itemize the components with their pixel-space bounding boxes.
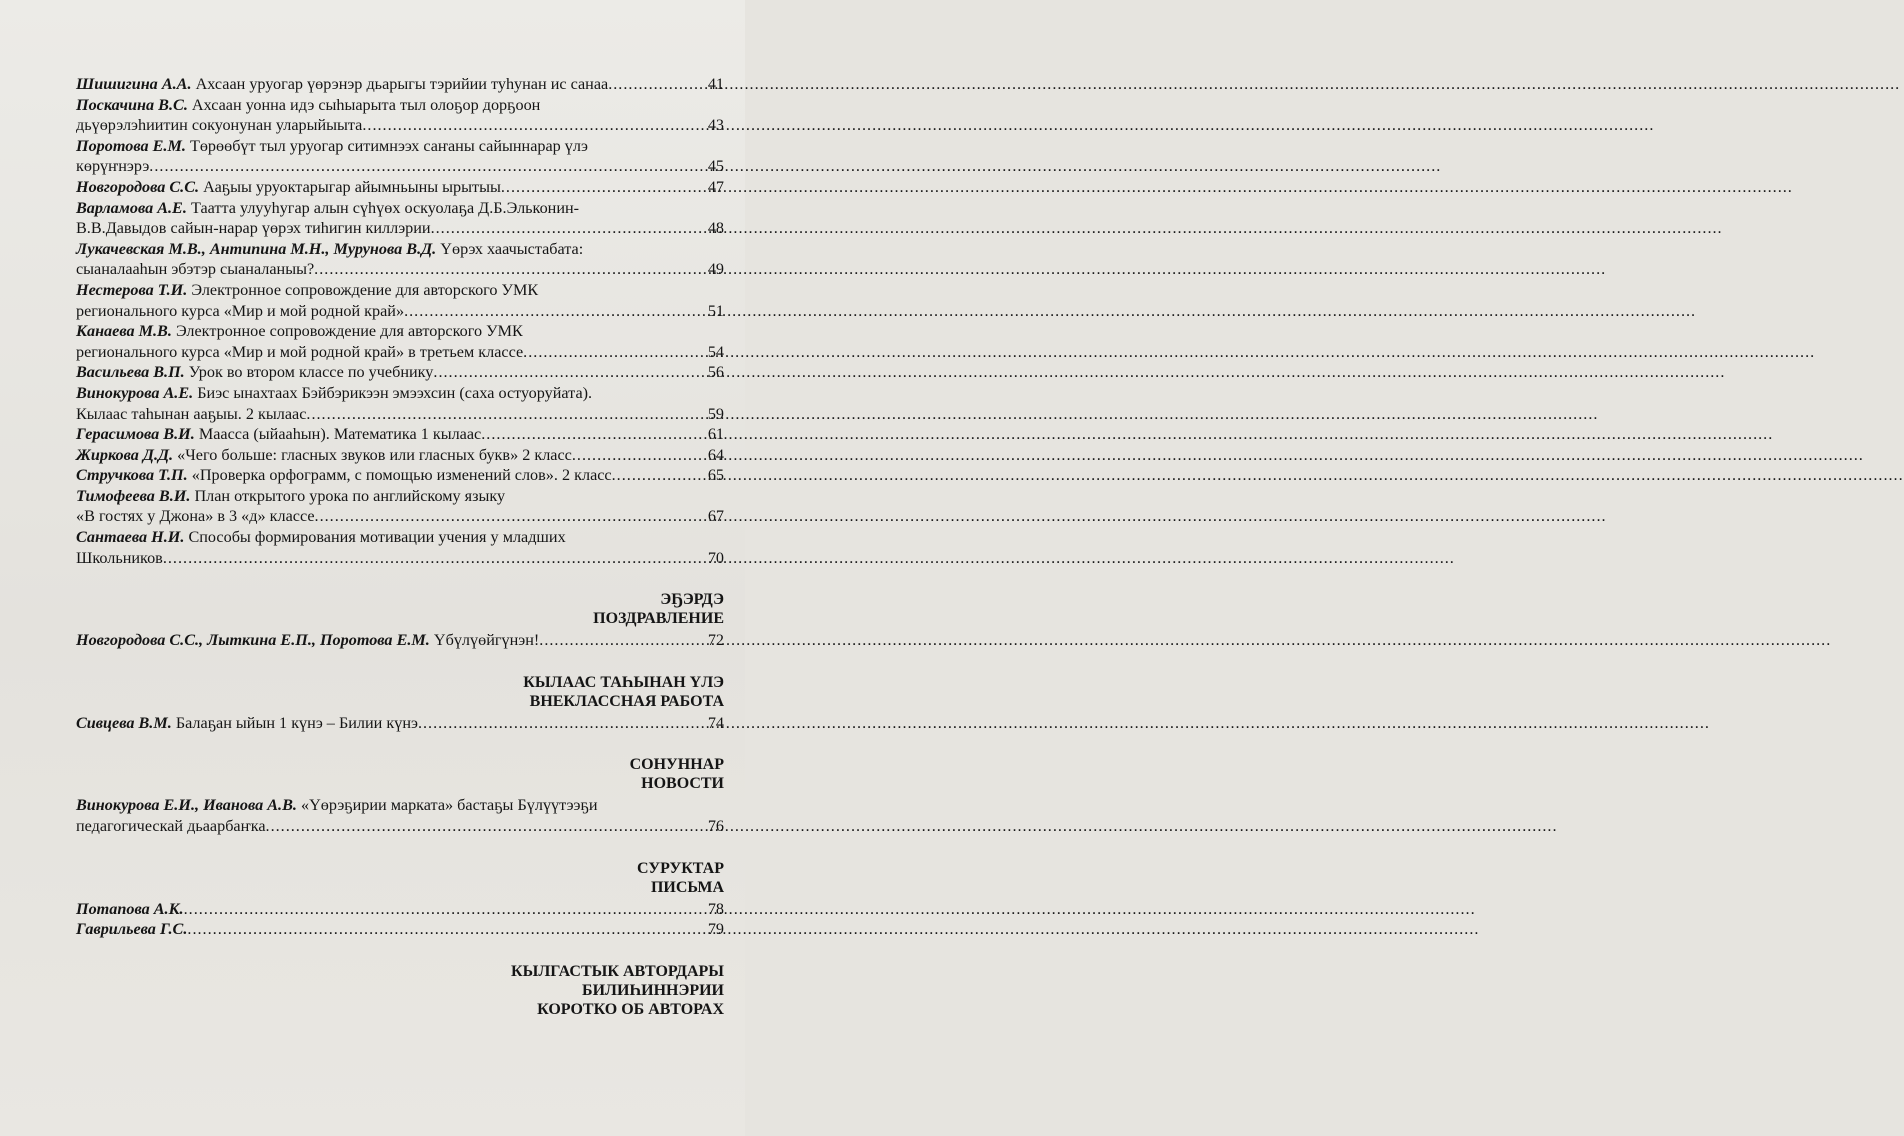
toc-entry: [76, 795, 724, 836]
toc-entry-text-wrap: [76, 177, 501, 198]
toc-page-number: 43: [707, 116, 724, 135]
toc-entry: [76, 177, 724, 198]
toc-entry-title: Маасса (ыйааһын). Математика 1 кылаас: [198, 425, 482, 444]
toc-entry-line: [76, 136, 724, 157]
toc-entry-line: [76, 630, 724, 651]
toc-entry: [76, 74, 724, 95]
toc-entry-author: Винокурова А.Е.: [76, 383, 194, 402]
toc-page-number: 74: [707, 713, 724, 732]
toc-leader-dots: [315, 506, 706, 527]
toc-entry: [76, 919, 724, 940]
toc-entry-line: [76, 218, 724, 239]
section-title-ru: НОВОСТИ: [641, 775, 724, 793]
toc-entry-line: [76, 445, 724, 466]
toc-page-number: 48: [707, 219, 724, 238]
toc-entry-title: Электронное сопровождение для авторского УМК: [175, 322, 523, 341]
toc-entry-line: [76, 239, 724, 260]
toc-entry-title: сыаналааһын эбэтэр сыаналаныы?: [76, 260, 315, 279]
toc-entry-line: [76, 424, 724, 445]
toc-page-number: 54: [707, 342, 724, 361]
toc-entry-author: Потапова А.К.: [76, 899, 184, 918]
toc-entry-text-wrap: [76, 96, 540, 114]
toc-entry-line: [76, 486, 724, 507]
toc-entry-title: Ахсаан уонна идэ сыһыарыта тыл олоҕор дорҕоон: [191, 95, 541, 114]
toc-entry-author: Канаева М.В.: [76, 322, 172, 341]
toc-entry-line: [76, 465, 724, 486]
toc-leader-dots: [431, 218, 706, 239]
toc-entry-text-wrap: [76, 156, 149, 177]
section-heading: [76, 755, 724, 793]
section-title-sakha: СУРУКТАР: [636, 859, 724, 877]
toc-leader-dots: [433, 362, 705, 383]
toc-entry-text-wrap: [76, 384, 592, 402]
toc-entry-line: [76, 198, 724, 219]
toc-entry-text-wrap: [76, 816, 266, 837]
toc-entry-title: Биэс ынахтаах Бэйбэрикээн эмээхсин (саха остуоруйата).: [197, 383, 593, 402]
toc-entry-text-wrap: [76, 506, 315, 527]
toc-entry-title: регионального курса «Мир и мой родной край»: [76, 301, 405, 320]
toc-entry-line: [76, 342, 724, 363]
toc-entry-author: Варламова А.Е.: [76, 198, 187, 217]
section-title-ru: ПИСЬМА: [650, 878, 724, 896]
section-title-sakha: СОНУННАР: [629, 756, 724, 774]
toc-entry: [76, 95, 724, 136]
toc-entry-text-wrap: [76, 342, 523, 363]
section-heading: [76, 962, 724, 1019]
toc-entry-line: [76, 156, 724, 177]
toc-entry-author: Гаврильева Г.С.: [76, 920, 188, 939]
toc-entry-title: Урок во втором классе по учебнику: [188, 363, 434, 382]
toc-entry-line: [76, 74, 724, 95]
section-title-sakha: КЫЛГАСТЫК АВТОРДАРЫ: [511, 962, 724, 980]
toc-entry-author: Стручкова Т.П.: [76, 466, 188, 485]
toc-entry: [76, 321, 724, 362]
toc-entry-line: [76, 506, 724, 527]
toc-leader-dots: [314, 259, 706, 280]
toc-entry-line: [76, 115, 724, 136]
toc-entry-author: Новгородова С.С.: [76, 177, 200, 196]
toc-entry-text-wrap: [76, 362, 433, 383]
toc-entry: [76, 486, 724, 527]
toc-entry: [76, 383, 724, 424]
toc-page-number: 47: [707, 177, 724, 196]
toc-leader-dots: [149, 156, 706, 177]
toc-entry-title: Школьников: [76, 548, 163, 567]
toc-leader-dots: [481, 424, 706, 445]
section-title-ru: КОРОТКО ОБ АВТОРАХ: [537, 1000, 724, 1018]
toc-entry-author: Шишигина А.А.: [76, 75, 192, 93]
toc-leader-dots: [418, 713, 706, 734]
toc-entry-text-wrap: [76, 796, 598, 814]
toc-entry-text-wrap: [76, 404, 306, 425]
toc-entry-text-wrap: [76, 137, 588, 155]
toc-entry-text-wrap: [76, 424, 481, 445]
toc-entry-line: [76, 280, 724, 301]
toc-entry-text-wrap: [76, 528, 566, 546]
section-title-sakha: ЭҔЭРДЭ: [660, 591, 724, 609]
section-title-ru: ПОЗДРАВЛЕНИЕ: [593, 610, 724, 628]
toc-entry: [76, 713, 724, 734]
toc-entry-text-wrap: [76, 465, 612, 486]
toc-leader-dots: [163, 548, 706, 569]
toc-page-number: 59: [707, 404, 724, 423]
toc-entry-author: Поскачина В.С.: [76, 95, 188, 114]
toc-entry-text-wrap: [76, 713, 418, 734]
toc-entry-title: Кылаас таһынан ааҕыы. 2 кылаас: [76, 404, 307, 423]
toc-entry-line: [76, 713, 724, 734]
toc-entry-text-wrap: [76, 899, 184, 920]
toc-entry-title: көрүҥнэрэ: [76, 157, 150, 176]
toc-leader-dots: [612, 465, 706, 486]
toc-entry-line: [76, 899, 724, 920]
toc-entry-text-wrap: [76, 548, 163, 569]
toc-entry: [76, 445, 724, 466]
toc-entry: [76, 362, 724, 383]
toc-page-number: 49: [707, 260, 724, 279]
toc-entry: [76, 527, 724, 568]
toc-entry-line: [76, 177, 724, 198]
toc-entry: [76, 136, 724, 177]
page: [0, 0, 745, 1136]
toc-entry: [76, 239, 724, 280]
toc-entry-author: Тимофеева В.И.: [76, 486, 191, 505]
toc-entry-text-wrap: [76, 919, 187, 940]
toc-entry-author: Винокурова Е.И., Иванова А.В.: [76, 796, 297, 815]
toc-entry-line: [76, 259, 724, 280]
toc-page-number: 78: [707, 899, 724, 918]
toc-entry: [76, 280, 724, 321]
toc-entry-text-wrap: [76, 487, 505, 505]
toc-leader-dots: [501, 177, 706, 198]
toc-entry-title: «Үөрэҕирии марката» бастаҕы Бүлүүтээҕи: [300, 796, 598, 815]
section-heading: [76, 859, 724, 897]
toc-entry-text-wrap: [76, 74, 608, 95]
toc-entry-title: Ааҕыы уруоктарыгар айымньыны ырытыы: [203, 177, 501, 196]
toc-entry-text-wrap: [76, 445, 572, 466]
toc-entry-text-wrap: [76, 281, 538, 299]
toc-page-number: 79: [707, 920, 724, 939]
section-title-ru: ВНЕКЛАССНАЯ РАБОТА: [529, 692, 724, 710]
toc-entry-author: Сивцева В.М.: [76, 713, 172, 732]
toc-leader-dots: [184, 899, 706, 920]
toc-entry-line: [76, 919, 724, 940]
toc-entry: [76, 424, 724, 445]
toc-entry-title: «Чего больше: гласных звуков или гласных букв» 2 класс: [177, 445, 572, 464]
toc-leader-dots: [608, 74, 706, 95]
toc-entry-line: [76, 795, 724, 816]
toc-leader-dots: [362, 115, 705, 136]
toc-entry-title: Балаҕан ыйын 1 күнэ – Билии күнэ: [175, 713, 418, 732]
toc-page-number: 72: [707, 631, 724, 650]
toc-entry-text-wrap: [76, 322, 523, 340]
toc-entry: [76, 465, 724, 486]
toc-entry-text-wrap: [76, 115, 362, 136]
toc-entry-title: Таатта улууһугар алын сүһүөх оскуолаҕа Д.Б.Эльконин-: [190, 198, 580, 217]
toc-leader-dots: [187, 919, 705, 940]
toc-entry-line: [76, 816, 724, 837]
toc-leader-dots: [404, 301, 706, 322]
toc-entry-line: [76, 301, 724, 322]
toc-entry-title: Үөрэх хаачыстабата:: [440, 239, 584, 258]
section-heading: [76, 673, 724, 711]
toc-entry-text-wrap: [76, 240, 583, 258]
toc-entry-line: [76, 548, 724, 569]
section-title-mid: БИЛИҺИННЭРИИ: [582, 981, 724, 999]
toc-entry-author: Васильева В.П.: [76, 363, 185, 382]
toc-entry-line: [76, 383, 724, 404]
toc-entry-title: регионального курса «Мир и мой родной край» в третьем классе: [76, 342, 524, 361]
toc-entry-title: Төрөөбүт тыл уруогар ситимнээх саҥаны сайыннарар үлэ: [189, 136, 588, 155]
toc-entry-title: Способы формирования мотивации учения у младших: [188, 528, 566, 547]
toc-entry-title: Үбүлүөйгүнэн!: [433, 631, 540, 650]
toc-page-number: 67: [707, 507, 724, 526]
toc-entry-text-wrap: [76, 259, 314, 280]
toc-entry: [76, 899, 724, 920]
toc-entry-line: [76, 362, 724, 383]
toc-leader-dots: [266, 816, 706, 837]
toc-entry-title: В.В.Давыдов сайын-нарар үөрэх тиһигин киллэрии: [76, 219, 431, 238]
toc-page-number: 76: [707, 817, 724, 836]
toc-entry-line: [76, 527, 724, 548]
toc-page-number: 56: [707, 363, 724, 382]
toc-entry-line: [76, 95, 724, 116]
toc-entry-title: План открытого урока по английскому языку: [194, 486, 506, 505]
toc-entry-title: педагогическай дьаарбаҥка: [76, 817, 266, 836]
toc-entry-author: Нестерова Т.И.: [76, 280, 188, 299]
table-of-contents: [76, 74, 724, 1019]
toc-entry-text-wrap: [76, 199, 579, 217]
toc-entry-author: Новгородова С.С., Лыткина Е.П., Поротова Е.М.: [76, 631, 430, 650]
toc-leader-dots: [539, 630, 706, 651]
toc-entry: [76, 198, 724, 239]
toc-entry-text-wrap: [76, 218, 431, 239]
toc-entry-author: Жиркова Д.Д.: [76, 445, 174, 464]
toc-entry-title: «Проверка орфограмм, с помощью изменений слов». 2 класс: [191, 466, 612, 485]
toc-entry-author: Лукачевская М.В., Антипина М.Н., Мурунова В.Д.: [76, 239, 437, 258]
toc-entry-author: Герасимова В.И.: [76, 425, 195, 444]
toc-entry: [76, 630, 724, 651]
toc-leader-dots: [306, 404, 705, 425]
toc-entry-title: дьүөрэлэһиитин сокуонунан уларыйыыта: [76, 116, 363, 135]
section-title-sakha: КЫЛААС ТАҺЫНАН ҮЛЭ: [523, 673, 724, 691]
toc-entry-author: Сантаева Н.И.: [76, 528, 185, 547]
toc-entry-title: Электронное сопровождение для авторского УМК: [191, 280, 539, 299]
toc-page-number: 45: [707, 157, 724, 176]
toc-entry-line: [76, 404, 724, 425]
toc-page-number: 51: [707, 301, 724, 320]
toc-page-number: 65: [707, 466, 724, 485]
toc-page-number: 64: [707, 445, 724, 464]
toc-leader-dots: [523, 342, 706, 363]
section-heading: [76, 590, 724, 628]
toc-leader-dots: [572, 445, 706, 466]
toc-entry-title: Ахсаан уруогар үөрэнэр дьарыгы тэрийии туһунан ис санаа: [195, 75, 609, 93]
toc-page-number: 70: [707, 548, 724, 567]
toc-entry-text-wrap: [76, 301, 404, 322]
toc-page-number: 61: [707, 425, 724, 444]
toc-page-number: 41: [707, 75, 724, 93]
toc-entry-title: «В гостях у Джона» в 3 «д» классе: [76, 507, 315, 526]
toc-entry-text-wrap: [76, 630, 539, 651]
toc-entry-line: [76, 321, 724, 342]
toc-entry-author: Поротова Е.М.: [76, 136, 186, 155]
